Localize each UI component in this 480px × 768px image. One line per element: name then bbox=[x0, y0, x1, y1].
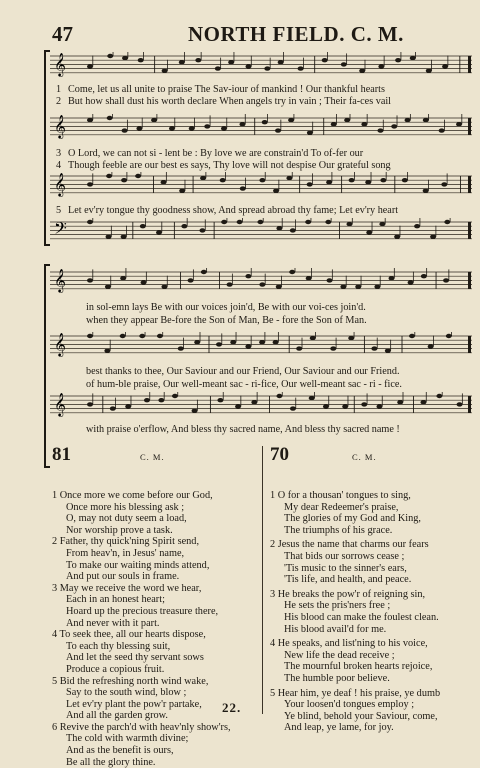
note-head bbox=[220, 178, 226, 182]
note-head bbox=[221, 220, 227, 224]
note-head bbox=[307, 182, 313, 186]
lyric2-line-5: with praise o'erflow, And bless thy sacred name, And bless thy sacred name ! bbox=[86, 424, 400, 435]
note-head bbox=[408, 280, 414, 284]
note-head bbox=[389, 276, 395, 280]
note-head bbox=[110, 406, 116, 410]
staff-svg bbox=[50, 332, 472, 360]
note-head bbox=[122, 128, 128, 132]
lyric-line-3: 3 O Lord, we can not si - lent be : By love we are constrain'd To of-fer our bbox=[56, 148, 364, 159]
verse-line: 2 Father, thy quick'ning Spirit send, bbox=[52, 536, 200, 548]
verse-line: His blood can make the foulest clean. bbox=[284, 611, 439, 623]
note-head bbox=[87, 278, 93, 282]
lyric2-line-3: best thanks to thee, Our Saviour and our Friend, Our Saviour and our Friend. bbox=[86, 366, 400, 377]
verse-line: O, may not duty seem a load, bbox=[66, 513, 187, 525]
note-head bbox=[377, 128, 383, 132]
note-head bbox=[87, 182, 93, 186]
note-head bbox=[307, 131, 313, 135]
verse-line: To each thy blessing suit, bbox=[66, 640, 171, 652]
note-head bbox=[245, 274, 251, 278]
verse-line: Nor worship prove a task. bbox=[66, 524, 173, 536]
note-head bbox=[410, 56, 416, 60]
note-head bbox=[169, 126, 175, 130]
note-head bbox=[162, 69, 168, 73]
note-head bbox=[330, 346, 336, 350]
note-head bbox=[414, 224, 420, 228]
note-head bbox=[87, 402, 93, 406]
note-head bbox=[342, 404, 348, 408]
staff-svg bbox=[50, 52, 472, 80]
note-head bbox=[423, 118, 429, 122]
note-head bbox=[436, 394, 442, 398]
note-head bbox=[199, 228, 205, 232]
note-head bbox=[264, 66, 270, 70]
note-head bbox=[379, 222, 385, 226]
note-head bbox=[306, 276, 312, 280]
bass-clef-icon: 𝄢 bbox=[54, 218, 67, 243]
note-head bbox=[140, 224, 146, 228]
note-head bbox=[141, 280, 147, 284]
note-head bbox=[276, 226, 282, 230]
note-head bbox=[240, 186, 246, 190]
final-bar-line bbox=[468, 56, 471, 73]
verse-line: The triumphs of his grace. bbox=[284, 524, 393, 536]
note-head bbox=[228, 60, 234, 64]
note-head bbox=[395, 58, 401, 62]
note-head bbox=[310, 336, 316, 340]
note-head bbox=[420, 400, 426, 404]
note-head bbox=[296, 346, 302, 350]
note-head bbox=[107, 116, 113, 120]
verse-line: Hoard up the precious treasure there, bbox=[66, 605, 219, 617]
hymn-70-verses bbox=[270, 490, 475, 734]
note-head bbox=[361, 122, 367, 126]
verse-line: 3 He breaks the pow'r of reigning sin, bbox=[270, 588, 426, 600]
verse-line: 1 Once more we come before our God, bbox=[52, 490, 213, 501]
note-head bbox=[237, 220, 243, 224]
note-head bbox=[441, 182, 447, 186]
note-head bbox=[235, 404, 241, 408]
note-head bbox=[181, 224, 187, 228]
note-head bbox=[365, 180, 371, 184]
lyric-line-2: 2 But how shall dust his worth declare When angels try in vain ; Their fa-ces vail bbox=[56, 96, 391, 107]
verse-line: Once more his blessing ask ; bbox=[66, 501, 185, 513]
verse-line: Ye blind, behold your Saviour, come, bbox=[284, 710, 438, 722]
note-head bbox=[326, 180, 332, 184]
lyric-line-1: 1 Come, let us all unite to praise The Sav-iour of mankind ! Our thankful hearts bbox=[56, 84, 385, 95]
verse-line: And as the benefit is ours, bbox=[66, 745, 174, 757]
note-head bbox=[138, 58, 144, 62]
verse-line: That bids our sorrows cease ; bbox=[284, 550, 405, 562]
treble-clef-icon: 𝄞 bbox=[54, 332, 66, 357]
note-head bbox=[136, 126, 142, 130]
note-head bbox=[104, 349, 110, 353]
note-head bbox=[276, 285, 282, 289]
note-head bbox=[121, 235, 127, 239]
note-head bbox=[230, 340, 236, 344]
note-head bbox=[289, 270, 295, 274]
note-head bbox=[245, 344, 251, 348]
verse-line: The glories of my God and King, bbox=[284, 513, 421, 525]
verse-line: 5 Bid the refreshing north wind wake, bbox=[52, 675, 209, 687]
final-bar-line bbox=[468, 336, 471, 353]
note-head bbox=[221, 126, 227, 130]
verse-line: 4 He speaks, and list'ning to his voice, bbox=[270, 638, 428, 650]
note-head bbox=[423, 189, 429, 193]
note-head bbox=[456, 122, 462, 126]
note-head bbox=[121, 178, 127, 182]
treble-clef-icon: 𝄞 bbox=[54, 392, 66, 417]
note-head bbox=[309, 396, 315, 400]
treble-clef-icon: 𝄞 bbox=[54, 268, 66, 293]
staff-svg bbox=[50, 218, 472, 246]
note-head bbox=[245, 64, 251, 68]
verse-line: 5 Hear him, ye deaf ! his praise, ye dumb bbox=[270, 687, 441, 699]
note-head bbox=[204, 124, 210, 128]
note-head bbox=[161, 285, 167, 289]
verse-line: Produce a copious fruit. bbox=[66, 663, 165, 675]
verse-line: His blood avail'd for me. bbox=[284, 623, 387, 635]
note-head bbox=[120, 276, 126, 280]
note-head bbox=[394, 235, 400, 239]
note-head bbox=[161, 180, 167, 184]
treble-clef-icon: 𝄞 bbox=[54, 114, 66, 139]
note-head bbox=[87, 220, 93, 224]
staff-alto-1 bbox=[50, 114, 472, 142]
note-head bbox=[439, 128, 445, 132]
note-head bbox=[446, 334, 452, 338]
column-divider bbox=[262, 446, 263, 714]
note-head bbox=[355, 285, 361, 289]
note-head bbox=[217, 398, 223, 402]
note-head bbox=[157, 334, 163, 338]
verse-line: Say to the south wind, blow ; bbox=[66, 687, 187, 699]
note-head bbox=[259, 178, 265, 182]
note-head bbox=[305, 220, 311, 224]
staff-tenor-1 bbox=[50, 172, 472, 200]
note-head bbox=[178, 346, 184, 350]
note-head bbox=[371, 346, 377, 350]
verse-line: 6 Revive the parch'd with heav'nly show'rs, bbox=[52, 721, 231, 733]
note-head bbox=[158, 398, 164, 402]
verse-line: 'Tis life, and health, and peace. bbox=[284, 574, 412, 586]
staff-soprano-2 bbox=[50, 268, 472, 296]
note-head bbox=[188, 278, 194, 282]
note-head bbox=[290, 228, 296, 232]
staff-svg bbox=[50, 436, 472, 438]
note-head bbox=[346, 222, 352, 226]
note-head bbox=[179, 60, 185, 64]
note-head bbox=[340, 285, 346, 289]
note-head bbox=[139, 334, 145, 338]
note-head bbox=[125, 404, 131, 408]
verse-line: 2 Jesus the name that charms our fears bbox=[270, 539, 429, 551]
note-head bbox=[144, 398, 150, 402]
lyric2-line-4: of hum-ble praise, Our well-meant sac - ri-fice, Our well-meant sac - ri - fice. bbox=[86, 379, 402, 390]
note-head bbox=[361, 402, 367, 406]
note-head bbox=[239, 122, 245, 126]
verse-line: Each in an honest heart; bbox=[66, 594, 165, 606]
note-head bbox=[409, 334, 415, 338]
note-head bbox=[105, 285, 111, 289]
final-bar-line bbox=[468, 176, 471, 193]
page-number: 47 bbox=[52, 22, 73, 46]
note-head bbox=[122, 56, 128, 60]
note-head bbox=[405, 118, 411, 122]
verse-line: He sets the pris'ners free ; bbox=[284, 600, 391, 612]
note-head bbox=[298, 66, 304, 70]
note-head bbox=[215, 66, 221, 70]
note-head bbox=[374, 285, 380, 289]
verse-line: The cold with warmth divine; bbox=[66, 733, 189, 745]
note-head bbox=[421, 274, 427, 278]
note-head bbox=[344, 118, 350, 122]
note-head bbox=[444, 220, 450, 224]
verse-line: My dear Redeemer's praise, bbox=[284, 501, 399, 513]
verse-line: Be all the glory thine. bbox=[66, 756, 156, 768]
note-head bbox=[87, 334, 93, 338]
note-head bbox=[259, 340, 265, 344]
note-head bbox=[120, 334, 126, 338]
note-head bbox=[135, 174, 141, 178]
note-head bbox=[275, 128, 281, 132]
note-head bbox=[385, 349, 391, 353]
hymn-meter-70: C. M. bbox=[352, 452, 377, 462]
note-head bbox=[216, 342, 222, 346]
note-head bbox=[391, 124, 397, 128]
treble-clef-icon: 𝄞 bbox=[54, 172, 66, 197]
verse-line: New life the dead receive ; bbox=[284, 649, 395, 661]
note-head bbox=[366, 230, 372, 234]
verse-line: The humble poor believe. bbox=[284, 672, 390, 684]
note-head bbox=[273, 340, 279, 344]
note-head bbox=[428, 344, 434, 348]
staff-alto-2 bbox=[50, 332, 472, 360]
staff-bass-2-stub bbox=[50, 436, 472, 438]
note-head bbox=[378, 64, 384, 68]
staff-svg bbox=[50, 392, 472, 420]
note-head bbox=[189, 126, 195, 130]
verse-line: From heav'n, in Jesus' name, bbox=[66, 547, 185, 559]
note-head bbox=[349, 178, 355, 182]
note-head bbox=[227, 282, 233, 286]
final-bar-line bbox=[468, 272, 471, 289]
verse-line: And all the garden grow. bbox=[66, 710, 168, 722]
note-head bbox=[457, 402, 463, 406]
lyric2-line-1: in sol-emn lays Be with our voices join'd, Be with our voi-ces join'd. bbox=[86, 302, 366, 313]
note-head bbox=[323, 404, 329, 408]
note-head bbox=[156, 230, 162, 234]
hymn-number-81: 81 bbox=[52, 444, 71, 465]
note-head bbox=[192, 409, 198, 413]
note-head bbox=[251, 400, 257, 404]
note-head bbox=[430, 235, 436, 239]
note-head bbox=[443, 278, 449, 282]
note-head bbox=[201, 270, 207, 274]
note-head bbox=[426, 69, 432, 73]
note-head bbox=[151, 118, 157, 122]
note-head bbox=[107, 54, 113, 58]
verse-line: Your loosen'd tongues employ ; bbox=[284, 699, 415, 711]
note-head bbox=[331, 122, 337, 126]
lyric-line-5: 5 Let ev'ry tongue thy goodness show, And spread abroad thy fame; Let ev'ry heart bbox=[56, 205, 399, 216]
note-head bbox=[442, 64, 448, 68]
lyric2-line-2: when they appear Be-fore the Son of Man, Be - fore the Son of Man. bbox=[86, 315, 367, 326]
verse-line: And let the seed thy servant sows bbox=[66, 652, 204, 664]
lyric-line-4: 4 Though feeble are our best es says, Thy love will not despise Our grateful song bbox=[56, 160, 391, 171]
note-head bbox=[341, 62, 347, 66]
note-head bbox=[290, 406, 296, 410]
note-head bbox=[259, 282, 265, 286]
staff-soprano-1 bbox=[50, 52, 472, 80]
note-head bbox=[380, 178, 386, 182]
verse-line: And never with it part. bbox=[66, 617, 160, 629]
note-head bbox=[288, 118, 294, 122]
verse-line: The mournful broken hearts rejoice, bbox=[284, 661, 433, 673]
verse-line: To make our waiting minds attend, bbox=[66, 559, 210, 571]
staff-svg bbox=[50, 114, 472, 142]
note-head bbox=[327, 278, 333, 282]
note-head bbox=[195, 58, 201, 62]
note-head bbox=[359, 69, 365, 73]
note-head bbox=[325, 220, 331, 224]
treble-clef-icon: 𝄞 bbox=[54, 52, 66, 77]
note-head bbox=[278, 60, 284, 64]
hymn-81-verses bbox=[52, 490, 260, 768]
final-bar-line bbox=[468, 118, 471, 135]
final-bar-line bbox=[468, 396, 471, 413]
verse-line: 1 O for a thousan' tongues to sing, bbox=[270, 490, 411, 501]
final-bar-line bbox=[468, 222, 471, 239]
note-head bbox=[273, 189, 279, 193]
note-head bbox=[397, 400, 403, 404]
printer-signature: 22. bbox=[222, 700, 242, 715]
note-head bbox=[194, 340, 200, 344]
verse-line: 3 May we receive the word we hear, bbox=[52, 582, 202, 594]
staff-svg bbox=[50, 268, 472, 296]
hymn-number-70: 70 bbox=[270, 444, 289, 465]
hymn-meter-81: C. M. bbox=[140, 452, 165, 462]
verse-line: 4 To seek thee, all our hearts dispose, bbox=[52, 629, 206, 641]
note-head bbox=[402, 178, 408, 182]
staff-tenor-2 bbox=[50, 392, 472, 420]
note-head bbox=[200, 176, 206, 180]
note-head bbox=[172, 394, 178, 398]
note-head bbox=[87, 64, 93, 68]
note-head bbox=[376, 404, 382, 408]
staff-bass-1 bbox=[50, 218, 472, 246]
verse-line: And put our souls in frame. bbox=[66, 571, 180, 583]
staff-svg bbox=[50, 172, 472, 200]
note-head bbox=[106, 174, 112, 178]
note-head bbox=[286, 176, 292, 180]
note-head bbox=[348, 336, 354, 340]
note-head bbox=[106, 235, 112, 239]
note-head bbox=[179, 189, 185, 193]
note-head bbox=[257, 220, 263, 224]
verse-line: And leap, ye lame, for joy. bbox=[284, 722, 394, 734]
note-head bbox=[276, 394, 282, 398]
note-head bbox=[87, 118, 93, 122]
tune-title: NORTH FIELD. C. M. bbox=[188, 22, 404, 46]
verse-line: Let ev'ry plant the pow'r partake, bbox=[66, 698, 202, 710]
note-head bbox=[262, 120, 268, 124]
note-head bbox=[322, 58, 328, 62]
verse-line: 'Tis music to the sinner's ears, bbox=[284, 562, 407, 574]
